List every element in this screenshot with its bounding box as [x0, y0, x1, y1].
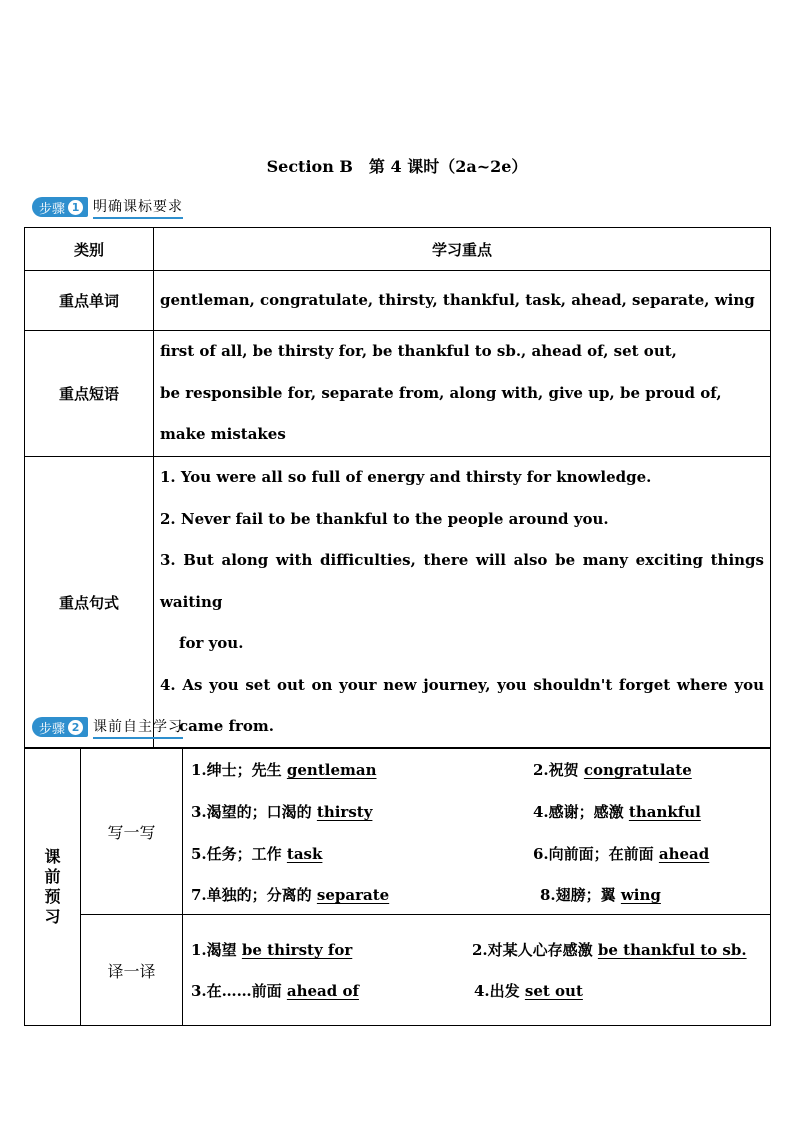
vocab-item: 7.单独的；分离的 separate [191, 886, 390, 904]
content-line: gentleman, congratulate, thirsty, thankful, task, ahead, separate, wing [160, 290, 755, 309]
answer: thankful [628, 803, 701, 821]
step-1-header [32, 196, 183, 218]
phrase-item: 1.渴望 be thirsty for [191, 941, 353, 959]
write-label: 写一写 [81, 748, 183, 915]
answer: set out [524, 982, 583, 1000]
header-category: 类别 [25, 228, 154, 271]
vocab-item: 1.绅士；先生 gentleman [191, 761, 377, 779]
content-line: make mistakes [160, 425, 286, 444]
vocab-item: 8.翅膀；翼 wing [540, 886, 661, 904]
header-focus: 学习重点 [154, 228, 771, 271]
answer: be thankful to sb. [597, 941, 747, 959]
step-2-header [32, 716, 183, 738]
vocab-item: 5.任务；工作 task [191, 845, 323, 863]
step-number: 1 [68, 200, 83, 215]
step-badge [32, 717, 88, 737]
content-line: be responsible for, separate from, along with, give up, be proud of, [160, 383, 722, 402]
table-header-row [25, 228, 771, 271]
step-badge-text: 步骤 [39, 721, 66, 737]
step-badge [32, 197, 88, 217]
answer: task [286, 845, 323, 863]
side-label-char: 预 [44, 886, 61, 906]
row-category: 重点句式 [25, 457, 154, 749]
vocab-item: 3.渴望的；口渴的 thirsty [191, 803, 373, 821]
phrase-item: 2.对某人心存感激 be thankful to sb. [472, 941, 747, 959]
answer: thirsty [316, 803, 373, 821]
step-number: 2 [68, 720, 83, 735]
content-line: first of all, be thirsty for, be thankful to sb., ahead of, set out, [160, 342, 677, 361]
side-label-char: 课 [44, 846, 61, 866]
table-row [25, 271, 771, 331]
answer: congratulate [583, 761, 692, 779]
table-row [25, 331, 771, 457]
answer: separate [316, 886, 390, 904]
vocab-item: 4.感谢；感激 thankful [533, 803, 701, 821]
sentence-continuation [160, 706, 764, 748]
table-row [25, 457, 771, 749]
sentence: 4. As you set out on your new journey, you shouldn't forget where you [160, 675, 764, 694]
answer: ahead [658, 845, 710, 863]
row-content [154, 457, 771, 749]
vocab-item: 6.向前面；在前面 ahead [533, 845, 710, 863]
side-label [25, 748, 81, 1026]
sentence-cont-text: for you. [179, 634, 244, 652]
answer: be thirsty for [241, 941, 353, 959]
phrase-item: 3.在……前面 ahead of [191, 982, 359, 1000]
side-label-char: 习 [44, 906, 61, 926]
step-label: 课前自主学习 [93, 716, 183, 739]
row-content [154, 271, 771, 331]
sentence-cont-text: came from. [179, 717, 274, 735]
row-category: 重点单词 [25, 271, 154, 331]
answer: ahead of [286, 982, 359, 1000]
row-content [154, 331, 771, 457]
table-row [25, 748, 771, 915]
sentence: 2. Never fail to be thankful to the people around you. [160, 509, 609, 528]
write-items [183, 748, 771, 915]
answer: gentleman [286, 761, 377, 779]
preview-table [24, 747, 771, 1026]
sentence: 3. But along with difficulties, there will also be many exciting things waiting [160, 551, 764, 611]
answer: wing [620, 886, 661, 904]
row-category: 重点短语 [25, 331, 154, 457]
sentence: 1. You were all so full of energy and thirsty for knowledge. [160, 468, 652, 486]
page-title: Section B 第 4 课时（2a~2e） [266, 157, 528, 176]
side-label-char: 前 [44, 866, 61, 886]
translate-label: 译一译 [81, 915, 183, 1026]
vocab-item: 2.祝贺 congratulate [533, 761, 692, 779]
step-label: 明确课标要求 [93, 196, 183, 219]
phrase-item: 4.出发 set out [474, 982, 583, 1000]
step-badge-text: 步骤 [39, 201, 66, 217]
key-points-table [24, 227, 771, 749]
table-row [25, 915, 771, 1026]
translate-items [183, 915, 771, 1026]
sentence-continuation [160, 623, 764, 665]
